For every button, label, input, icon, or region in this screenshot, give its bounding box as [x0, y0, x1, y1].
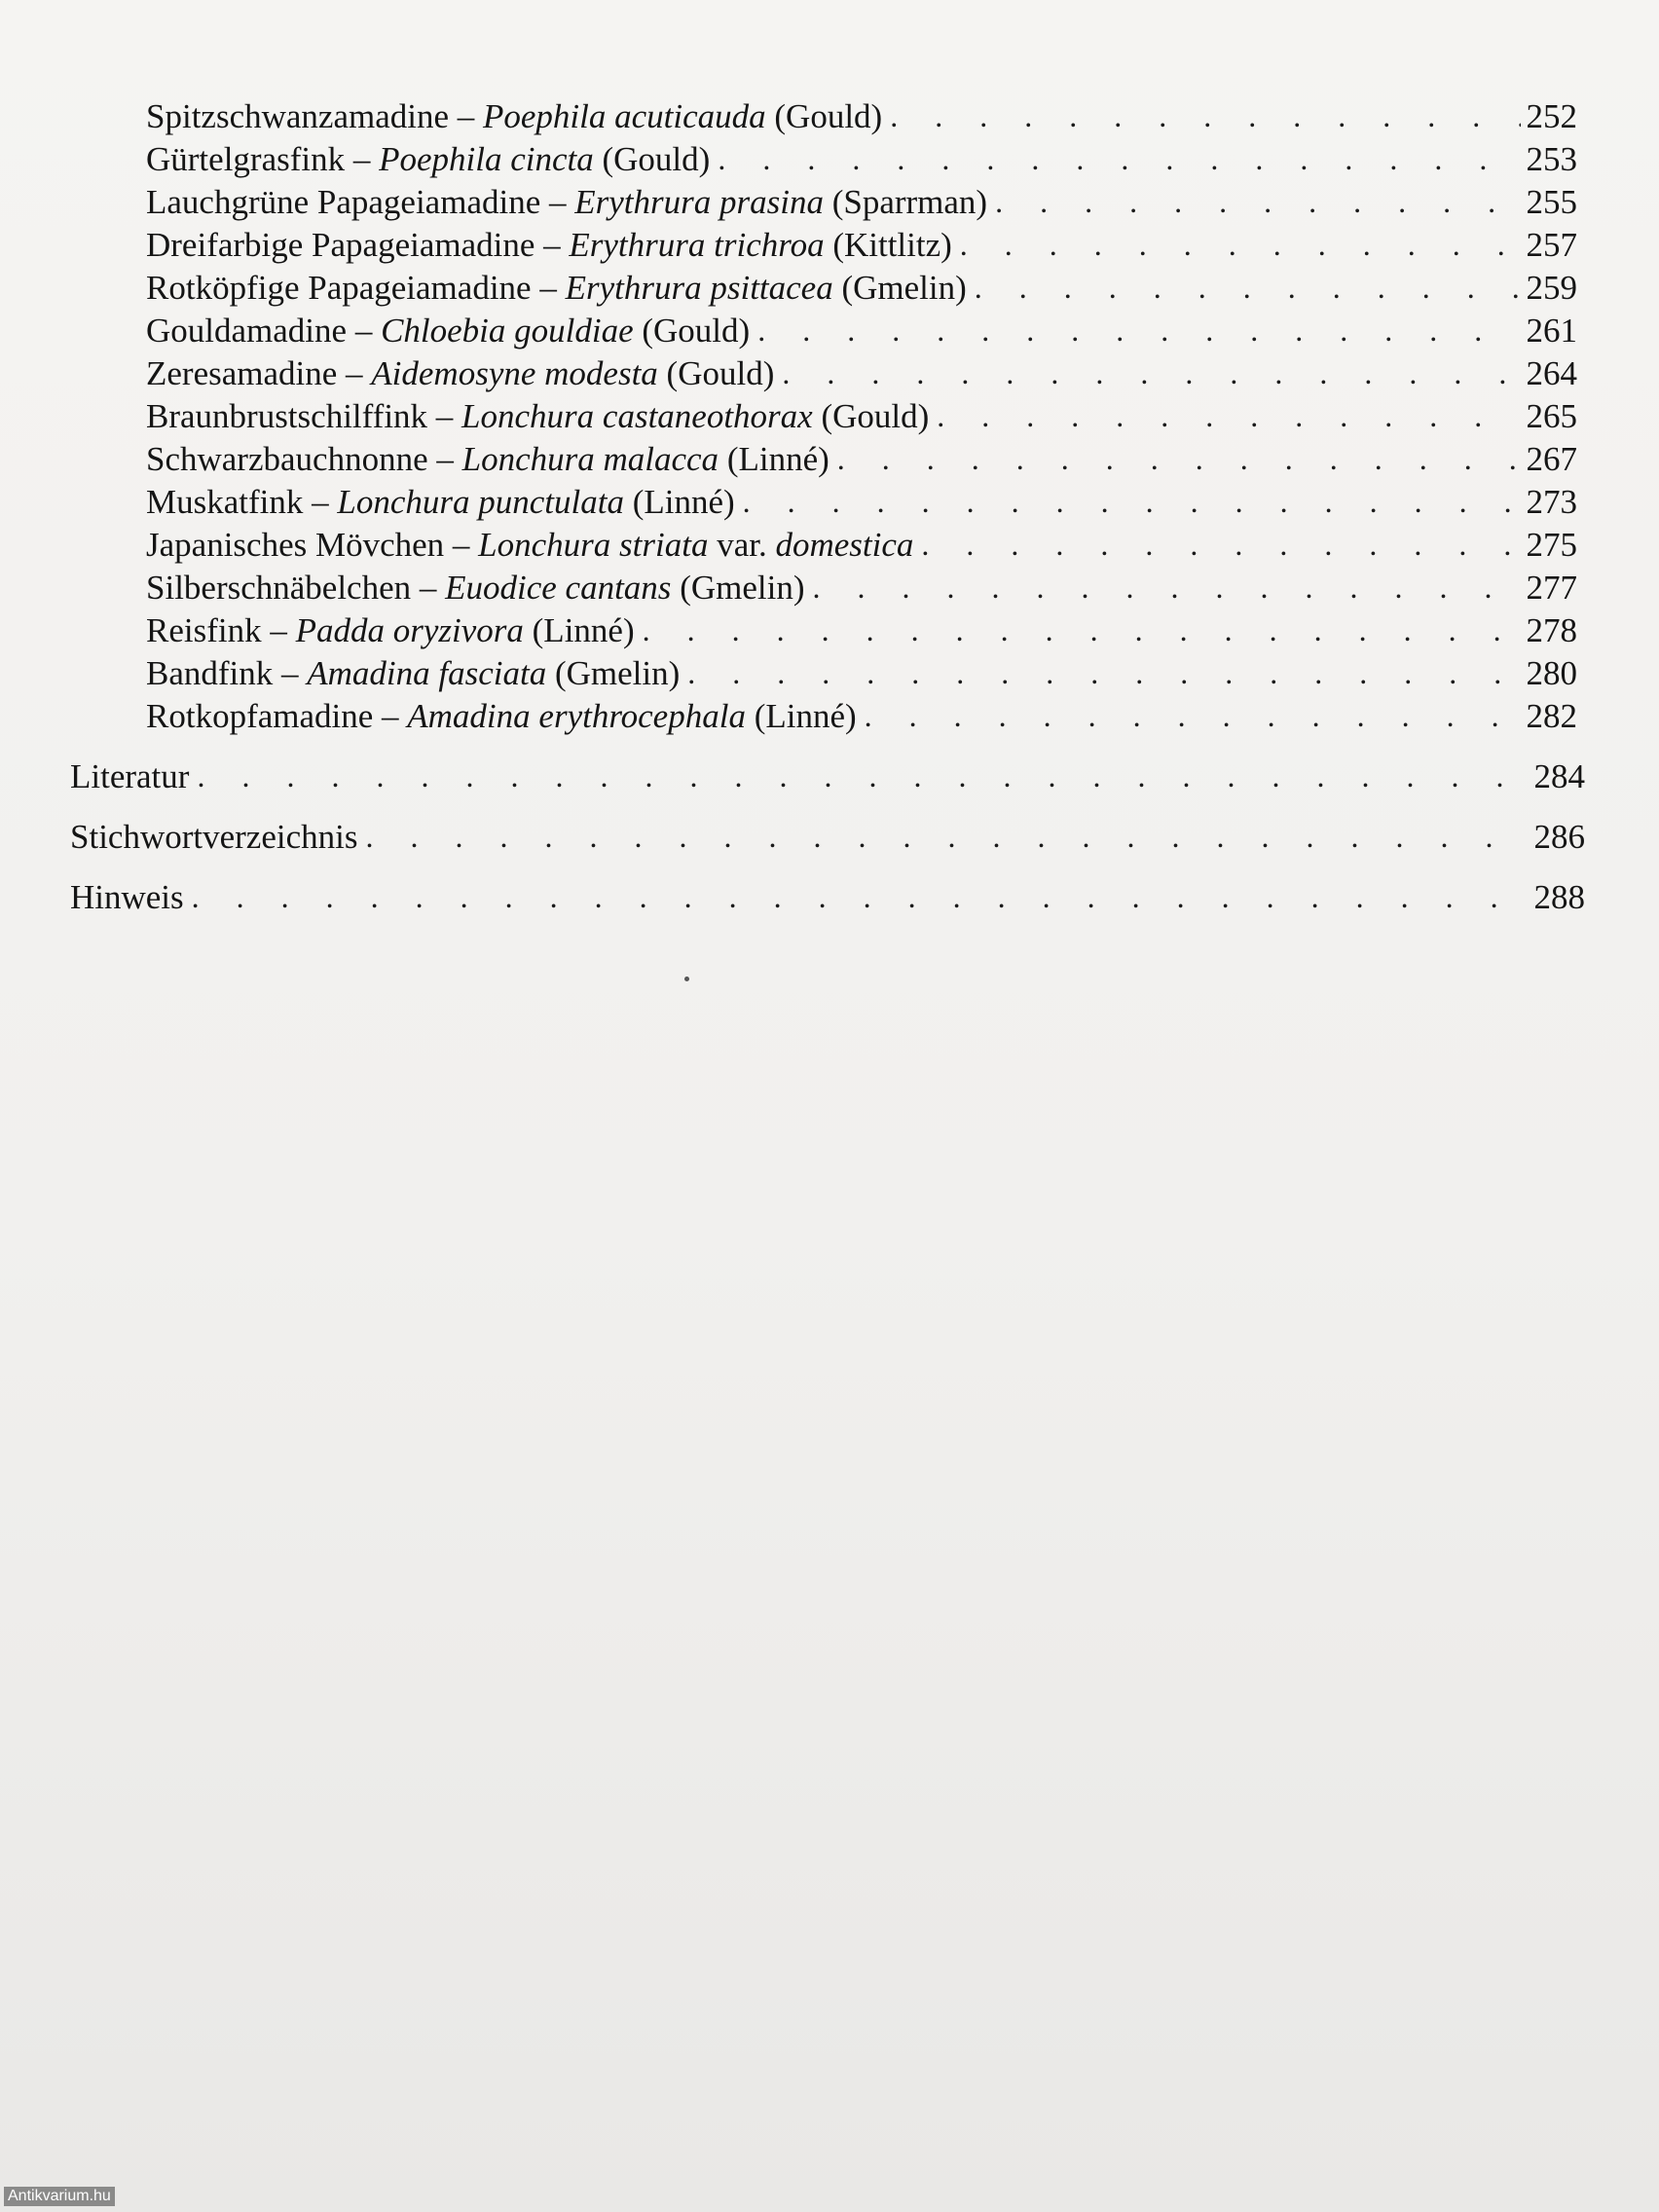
dot-leader [865, 700, 1521, 731]
authority: (Linné) [523, 611, 635, 649]
separator: – [531, 269, 566, 307]
scientific-name: Lonchura striata [478, 526, 709, 564]
page-number: 284 [1533, 757, 1585, 795]
authority: (Kittlitz) [824, 226, 952, 264]
scientific-name: Euodice cantans [445, 569, 672, 607]
separator: – [337, 354, 372, 392]
dot-leader [192, 881, 1529, 912]
page-number: 265 [1526, 397, 1577, 435]
page-number: 252 [1526, 97, 1577, 135]
scientific-name: Lonchura punctulata [337, 483, 624, 521]
authority: (Sparrman) [823, 183, 988, 221]
page-number: 278 [1526, 611, 1577, 649]
page-number: 275 [1526, 526, 1577, 564]
watermark-label: Antikvarium.hu [4, 2187, 115, 2206]
entry-title [146, 697, 865, 736]
toc-entry-gouldamadine [146, 312, 1577, 354]
common-name: Rotkopfamadine [146, 697, 374, 735]
section-title: Literatur [70, 757, 190, 795]
dot-leader [960, 229, 1521, 260]
common-name: Gürtelgrasfink [146, 140, 346, 178]
separator: – [347, 312, 382, 350]
scientific-name: Chloebia gouldiae [381, 312, 634, 350]
entry-title [146, 483, 743, 522]
authority: (Gould) [812, 397, 930, 435]
toc-section-literatur [70, 757, 1585, 800]
authority: var. [708, 526, 776, 564]
dot-leader [687, 657, 1521, 688]
dot-leader [812, 571, 1521, 603]
toc-entry-schwarzbauchnonne [146, 440, 1577, 483]
separator: – [540, 183, 575, 221]
toc-entry-silberschnaebelchen [146, 569, 1577, 611]
common-name: Spitzschwanzamadine [146, 97, 450, 135]
page-number: 259 [1526, 269, 1577, 307]
page-number: 286 [1533, 818, 1585, 856]
entry-title [146, 397, 937, 436]
common-name: Bandfink [146, 654, 274, 692]
page-number: 280 [1526, 654, 1577, 692]
scientific-name: Amadina erythrocephala [407, 697, 746, 735]
toc-entry-rotkoepfige-papageiamadine [146, 269, 1577, 312]
entry-title [146, 140, 718, 179]
separator: – [449, 97, 484, 135]
toc-entry-spitzschwanzamadine [146, 97, 1577, 140]
scientific-name: Padda oryzivora [295, 611, 524, 649]
authority: (Linné) [623, 483, 735, 521]
entry-title [146, 654, 687, 693]
section-title: Stichwortverzeichnis [70, 818, 358, 856]
separator: – [427, 397, 462, 435]
toc-entry-guertelgrasfink [146, 140, 1577, 183]
toc-entry-dreifarbige-papageiamadine [146, 226, 1577, 269]
toc-entry-rotkopfamadine [146, 697, 1577, 740]
page-number: 257 [1526, 226, 1577, 264]
dot-leader [975, 272, 1521, 303]
dot-leader [890, 100, 1521, 131]
entry-title [146, 526, 921, 565]
authority: (Gmelin) [671, 569, 805, 607]
entry-title [146, 354, 782, 393]
page-number: 288 [1533, 878, 1585, 916]
section-title: Hinweis [70, 878, 184, 916]
separator: – [444, 526, 479, 564]
scientific-name: Poephila cincta [379, 140, 594, 178]
toc-entry-japanisches-moevchen [146, 526, 1577, 569]
dot-leader [995, 186, 1521, 217]
dot-leader [837, 443, 1521, 474]
page-number: 282 [1526, 697, 1577, 735]
page-number: 255 [1526, 183, 1577, 221]
authority: (Gmelin) [832, 269, 967, 307]
common-name: Zeresamadine [146, 354, 338, 392]
authority: (Gould) [633, 312, 751, 350]
scientific-name: Erythrura trichroa [569, 226, 825, 264]
scientific-name: Lonchura castaneothorax [461, 397, 813, 435]
page-number: 267 [1526, 440, 1577, 478]
toc-section-stichwortverzeichnis [70, 818, 1585, 861]
dot-leader [937, 400, 1521, 431]
common-name: Gouldamadine [146, 312, 348, 350]
separator: – [427, 440, 462, 478]
separator: – [345, 140, 380, 178]
scientific-name: Aidemosyne modesta [371, 354, 658, 392]
scientific-name: Lonchura malacca [461, 440, 719, 478]
scientific-name: Erythrura psittacea [565, 269, 833, 307]
authority: (Gould) [765, 97, 883, 135]
entry-title [146, 97, 890, 136]
entry-title [146, 312, 757, 350]
dot-leader [197, 760, 1529, 792]
page-number: 253 [1526, 140, 1577, 178]
entry-title [146, 226, 960, 265]
separator: – [535, 226, 570, 264]
common-name: Schwarzbauchnonne [146, 440, 428, 478]
common-name: Japanisches Mövchen [146, 526, 445, 564]
authority: (Gould) [593, 140, 711, 178]
common-name: Rotköpfige Papageiamadine [146, 269, 532, 307]
common-name: Muskatfink [146, 483, 304, 521]
toc-entry-reisfink [146, 611, 1577, 654]
common-name: Dreifarbige Papageiamadine [146, 226, 535, 264]
authority: (Linné) [745, 697, 857, 735]
separator: – [273, 654, 308, 692]
dot-leader [643, 614, 1521, 645]
dot-leader [921, 529, 1521, 560]
separator: – [411, 569, 446, 607]
toc-entry-bandfink [146, 654, 1577, 697]
dot-leader [743, 486, 1521, 517]
authority: (Linné) [719, 440, 830, 478]
dot-leader [365, 821, 1529, 852]
scientific-name: Amadina fasciata [307, 654, 547, 692]
variety-name: domestica [775, 526, 914, 564]
toc-entry-lauchgruene-papageiamadine [146, 183, 1577, 226]
dot-leader [782, 357, 1521, 388]
authority: (Gould) [657, 354, 775, 392]
page-number: 261 [1526, 312, 1577, 350]
common-name: Reisfink [146, 611, 262, 649]
common-name: Braunbrustschilffink [146, 397, 428, 435]
common-name: Lauchgrüne Papageiamadine [146, 183, 541, 221]
entry-title [146, 611, 643, 650]
entry-title [146, 269, 975, 308]
dot-leader [757, 314, 1521, 346]
separator: – [303, 483, 338, 521]
entry-title [146, 569, 812, 608]
scientific-name: Erythrura prasina [574, 183, 824, 221]
authority: (Gmelin) [546, 654, 681, 692]
separator: – [261, 611, 296, 649]
page-number: 273 [1526, 483, 1577, 521]
separator: – [373, 697, 408, 735]
toc-section-hinweis [70, 878, 1585, 921]
scientific-name: Poephila acuticauda [483, 97, 766, 135]
page-number: 277 [1526, 569, 1577, 607]
print-speck [684, 977, 689, 981]
dot-leader [718, 143, 1521, 174]
common-name: Silberschnäbelchen [146, 569, 412, 607]
toc-entry-braunbrustschilffink [146, 397, 1577, 440]
entry-title [146, 440, 837, 479]
toc-entry-zeresamadine [146, 354, 1577, 397]
entry-title [146, 183, 995, 222]
page-number: 264 [1526, 354, 1577, 392]
toc-entry-muskatfink [146, 483, 1577, 526]
